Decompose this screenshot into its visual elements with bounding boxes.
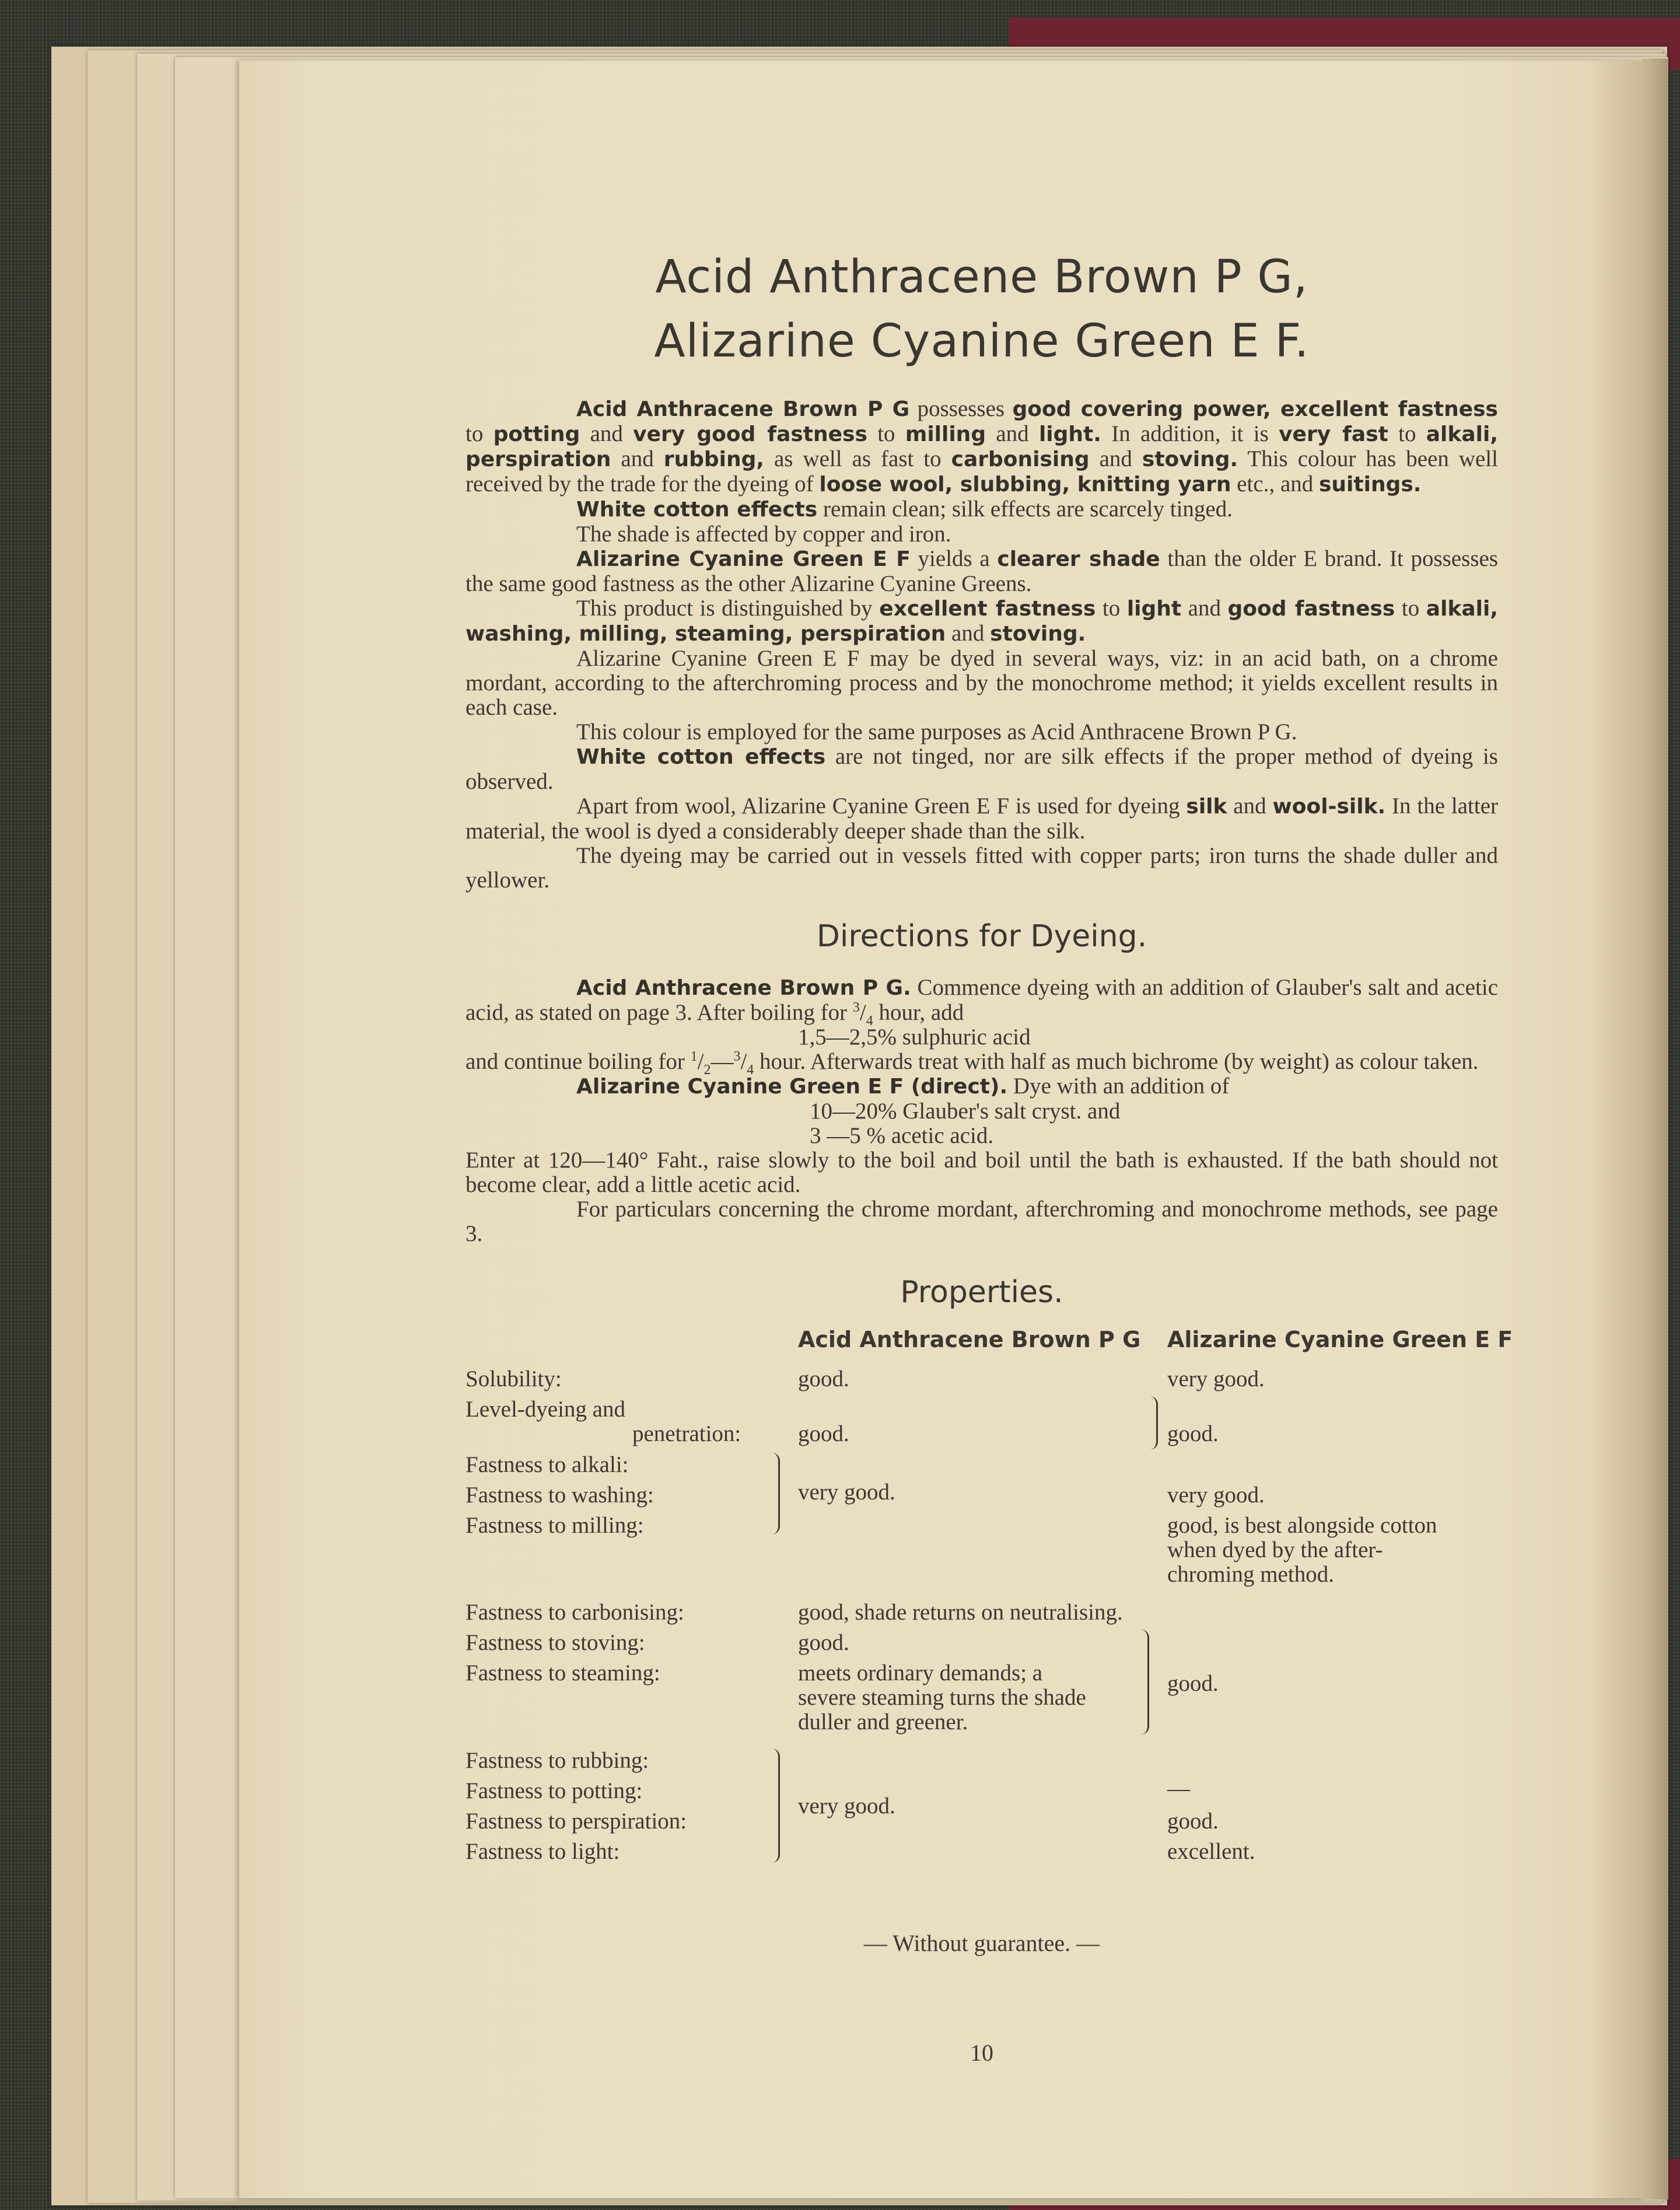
row-label-level-dyeing: Level-dyeing and: [466, 1397, 625, 1422]
row-label-milling: Fastness to milling:: [466, 1513, 644, 1538]
milling-alizarine-1: good, is best alongside cotton: [1167, 1513, 1437, 1538]
steaming-acid-brown-1: meets ordinary demands; a: [798, 1660, 1043, 1686]
steaming-acid-brown-2: severe steaming turns the shade: [798, 1685, 1086, 1710]
directions-acid-brown: Acid Anthracene Brown P G. Commence dyeing with an addition of Glauber's salt and acetic acid, as stated on page 3. After boiling for $^3/_4$ hour, add: [466, 975, 1498, 1029]
paragraph-effects: White cotton effects are not tinged, nor are silk effects if the proper method of dyeing is observed.: [466, 744, 1498, 794]
level-alizarine: good.: [1167, 1421, 1219, 1446]
row-label-perspiration: Fastness to perspiration:: [466, 1809, 687, 1834]
paragraph-white-cotton: White cotton effects remain clean; silk effects are scarcely tinged.: [576, 496, 1233, 522]
washing-alizarine: very good.: [1167, 1482, 1265, 1508]
milling-alizarine-3: chroming method.: [1167, 1562, 1334, 1587]
directions-enter: Enter at 120—140° Faht., raise slowly to the boil and boil until the bath is exhausted. If the bath should not become clear, add a little acetic acid.: [466, 1148, 1498, 1197]
row-label-solubility: Solubility:: [466, 1366, 562, 1391]
row-label-steaming: Fastness to steaming:: [466, 1660, 660, 1686]
brace-level: [1148, 1396, 1158, 1450]
column-header-alizarine: Alizarine Cyanine Green E F: [1167, 1327, 1513, 1352]
brace-alkali-group: [770, 1453, 780, 1534]
brace-rubbing-group: [770, 1749, 780, 1863]
rubbing-group-acid-brown: very good.: [798, 1793, 895, 1819]
carbonising-both: good, shade returns on neutralising.: [798, 1600, 1123, 1625]
steaming-acid-brown-3: duller and greener.: [798, 1709, 968, 1735]
paragraph-dye-ways: Alizarine Cyanine Green E F may be dyed in several ways, viz: in an acid bath, on a chrome mordant, according to the afterchroming process and by the monochrome method; it yields excellent results in each case.: [466, 646, 1498, 720]
directions-particulars: For particulars concerning the chrome mordant, afterchroming and monochrome methods, see page 3.: [466, 1197, 1498, 1246]
guarantee-note: — Without guarantee. —: [863, 1930, 1100, 1956]
potting-alizarine: —: [1167, 1776, 1190, 1801]
paragraph-alizarine: Alizarine Cyanine Green E F yields a clearer shade than the older E brand. It possesses the same good fastness as the other Alizarine Cyanine Greens.: [466, 546, 1499, 596]
row-label-penetration: penetration:: [632, 1421, 741, 1446]
title-line-2: Alizarine Cyanine Green E F.: [654, 315, 1310, 368]
directions-acetic-line: 3 —5 % acetic acid.: [810, 1123, 994, 1148]
directions-acid-line: 1,5—2,5% sulphuric acid: [798, 1024, 1031, 1050]
stoving-acid-brown: good.: [798, 1630, 849, 1655]
row-label-carbonising: Fastness to carbonising:: [466, 1600, 684, 1625]
intro-text: [466, 397, 1498, 893]
stoving-group-alizarine: good.: [1167, 1671, 1219, 1696]
paragraph-vessels: The dyeing may be carried out in vessels fitted with copper parts; iron turns the shade duller and yellower.: [466, 843, 1498, 893]
row-label-potting: Fastness to potting:: [466, 1778, 643, 1803]
row-label-light: Fastness to light:: [466, 1839, 620, 1864]
row-label-alkali: Fastness to alkali:: [466, 1452, 629, 1477]
paragraph-distinguished: This product is distinguished by excellent fastness to light and good fastness to alkali, washing, milling, steaming, perspiration and stoving.: [466, 596, 1499, 646]
row-label-stoving: Fastness to stoving:: [466, 1630, 645, 1655]
paragraph-purposes: This colour is employed for the same purposes as Acid Anthracene Brown P G.: [576, 719, 1297, 744]
brace-stoving-group: [1139, 1629, 1149, 1735]
paragraph-acid-brown: Acid Anthracene Brown P G possesses good covering power, excellent fastness to potting and very good fastness to milling and light. In addition, it is very fast to alkali, perspiration and rubbing, as well as fast to carbonising and stoving. This colour has been well received by the trade for the dyeing of loose wool, slubbing, knitting yarn etc., and suitings.: [466, 396, 1498, 496]
paragraph-shade: The shade is affected by copper and iron.: [576, 522, 951, 547]
perspiration-alizarine: good.: [1167, 1809, 1219, 1834]
page-number: 10: [970, 2040, 993, 2066]
properties-heading: Properties.: [900, 1275, 1063, 1310]
column-header-acid-brown: Acid Anthracene Brown P G: [798, 1327, 1141, 1352]
solubility-alizarine: very good.: [1167, 1366, 1265, 1391]
light-alizarine: excellent.: [1167, 1839, 1255, 1864]
title-line-1: Acid Anthracene Brown P G,: [655, 251, 1308, 303]
directions-continue: and continue boiling for $^1/_2—^3/_4$ hour. Afterwards treat with half as much bichrome (by weight) as colour taken.: [466, 1049, 1479, 1078]
milling-alizarine-2: when dyed by the after-: [1167, 1537, 1383, 1562]
row-label-rubbing: Fastness to rubbing:: [466, 1748, 649, 1773]
level-acid-brown: good.: [798, 1421, 849, 1446]
row-label-washing: Fastness to washing:: [466, 1482, 654, 1508]
paragraph-silk: Apart from wool, Alizarine Cyanine Green E F is used for dyeing silk and wool-silk. In the latter material, the wool is dyed a considerably deeper shade than the silk.: [466, 793, 1499, 844]
directions-glauber-line: 10—20% Glauber's salt cryst. and: [810, 1099, 1121, 1124]
alkali-group-acid-brown: very good.: [798, 1480, 895, 1505]
directions-text: [466, 975, 1498, 1246]
page-edge: [1642, 58, 1668, 2199]
solubility-acid-brown: good.: [798, 1366, 849, 1391]
directions-heading: Directions for Dyeing.: [816, 919, 1147, 954]
directions-alizarine: Alizarine Cyanine Green E F (direct). Dye with an addition of: [576, 1073, 1230, 1099]
